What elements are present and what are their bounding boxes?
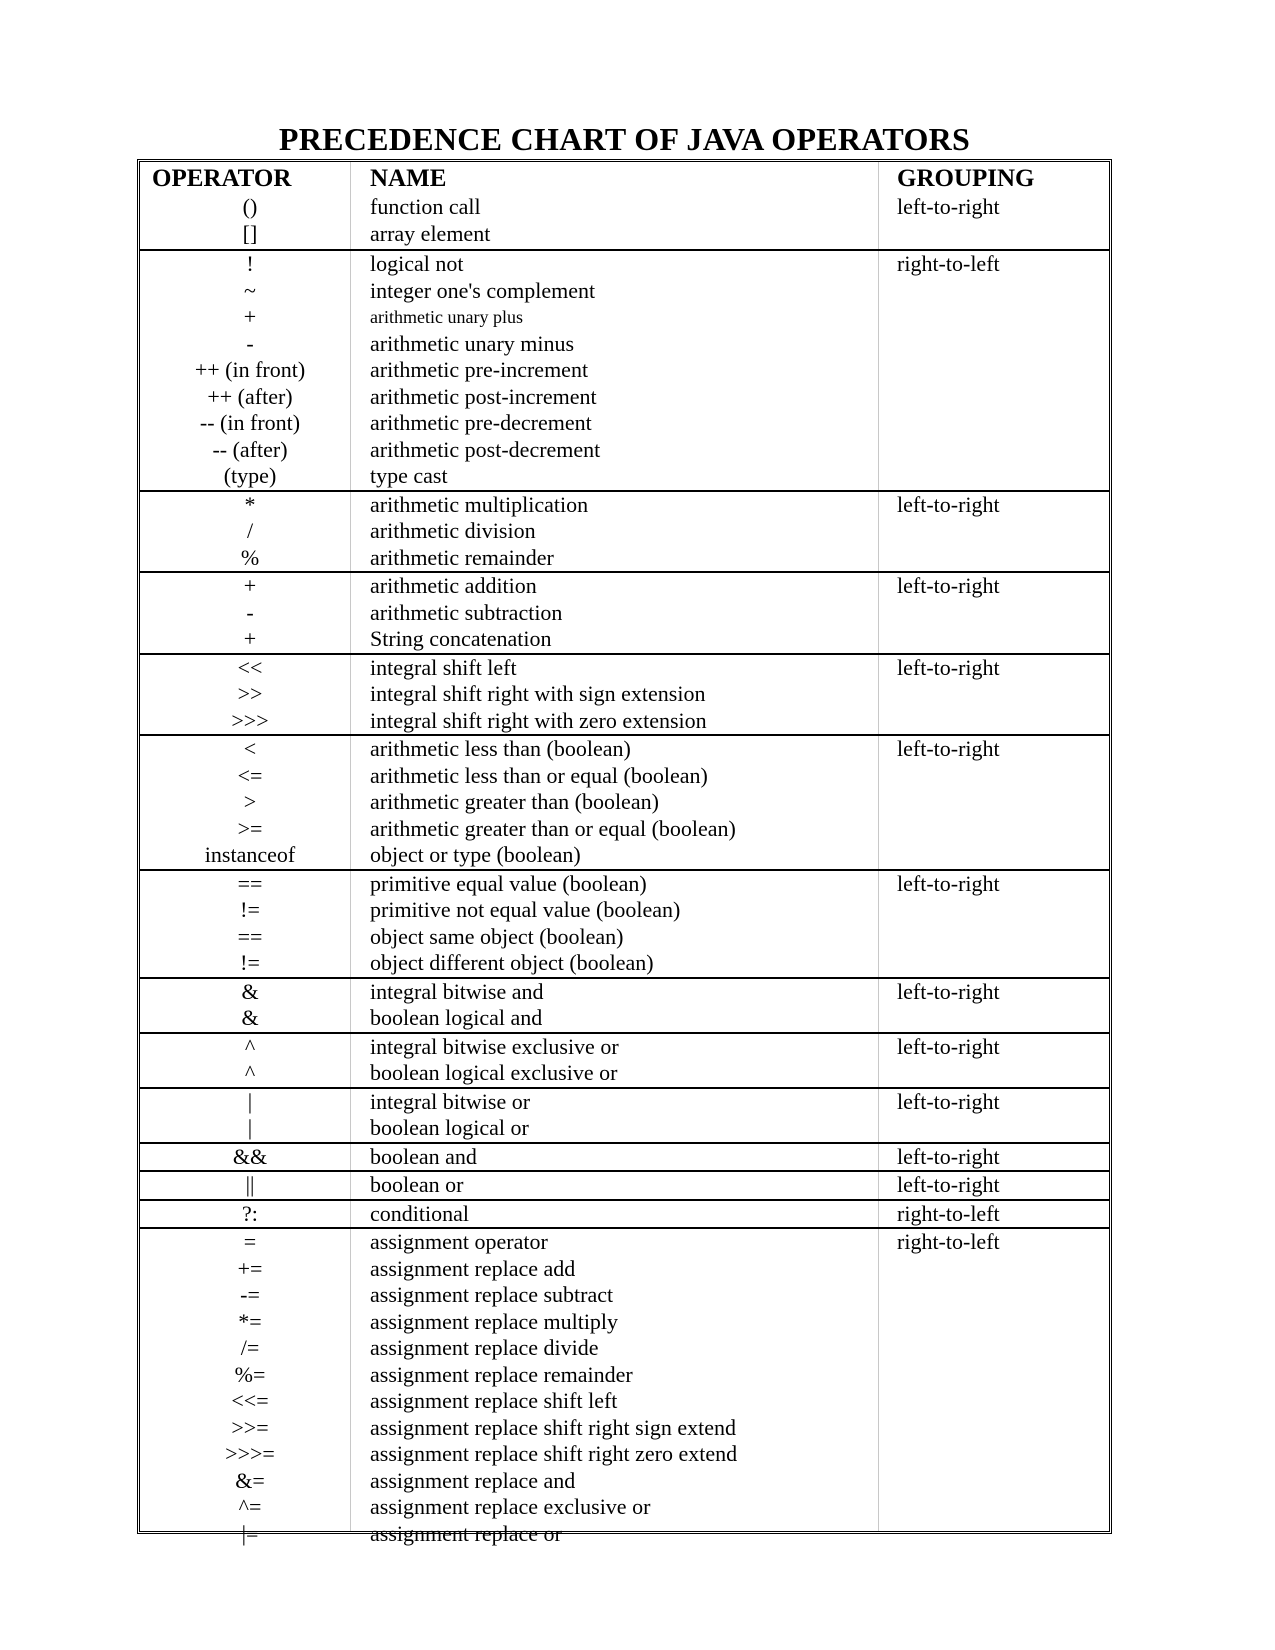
operator-cell: + <box>243 304 257 329</box>
grouping-cell: left-to-right <box>897 736 1000 761</box>
table-row <box>140 1144 1109 1171</box>
operator-cell: % <box>240 544 260 570</box>
name-cell: assignment replace or <box>370 1520 562 1546</box>
operator-group <box>140 1199 1109 1228</box>
operator-cell: ^ <box>244 1060 256 1085</box>
table-row <box>140 1362 1109 1389</box>
operator-cell: -- (after) <box>212 436 288 462</box>
grouping-cell: right-to-left <box>897 1200 1000 1226</box>
operator-cell: & <box>241 1005 259 1030</box>
grouping-cell: left-to-right <box>897 194 1000 219</box>
operator-cell: += <box>237 1255 263 1281</box>
table-row <box>140 950 1109 977</box>
operator-cell: < <box>243 736 257 761</box>
name-cell: assignment replace add <box>370 1255 576 1281</box>
name-cell: integer one's complement <box>370 277 596 303</box>
operator-cell: ^= <box>238 1494 262 1519</box>
operator-cell: -- (in front) <box>199 410 301 435</box>
operator-cell: >= <box>237 815 263 841</box>
name-cell: logical not <box>370 251 464 276</box>
name-cell: String concatenation <box>370 626 552 651</box>
header-operator: OPERATOR <box>152 165 292 192</box>
grouping-cell: left-to-right <box>897 573 1000 598</box>
operator-cell: instanceof <box>204 842 296 867</box>
operator-group <box>140 1032 1109 1087</box>
table-row <box>140 897 1109 924</box>
precedence-table <box>137 159 1112 1546</box>
operator-group <box>140 571 1109 653</box>
operator-group <box>140 194 1109 247</box>
operator-cell: <<= <box>231 1388 269 1413</box>
table-row <box>140 331 1109 358</box>
name-cell: arithmetic pre-decrement <box>370 410 592 435</box>
name-cell: assignment replace shift left <box>370 1388 618 1413</box>
table-row <box>140 1282 1109 1309</box>
operator-cell: >>= <box>231 1414 269 1440</box>
table-row <box>140 1034 1109 1061</box>
table-row <box>140 708 1109 735</box>
name-cell: arithmetic division <box>370 518 536 543</box>
operator-cell: / <box>246 518 254 543</box>
table-row <box>140 1521 1109 1548</box>
table-row <box>140 655 1109 682</box>
page-title: PRECEDENCE CHART OF JAVA OPERATORS <box>278 121 971 157</box>
grouping-cell: left-to-right <box>897 1088 1000 1114</box>
name-cell: assignment operator <box>370 1229 548 1254</box>
grouping-cell: right-to-left <box>897 251 1000 276</box>
name-cell: assignment replace shift right zero extend <box>370 1441 738 1466</box>
table-row <box>140 816 1109 843</box>
table-row <box>140 518 1109 545</box>
operator-cell: -= <box>240 1282 260 1307</box>
name-cell: boolean logical exclusive or <box>370 1060 618 1085</box>
table-row <box>140 789 1109 816</box>
operator-cell: <= <box>237 762 263 788</box>
name-cell: boolean logical and <box>370 1005 543 1030</box>
name-cell: arithmetic less than or equal (boolean) <box>370 762 708 788</box>
name-cell: arithmetic remainder <box>370 544 554 570</box>
operator-cell: &= <box>235 1467 265 1493</box>
name-cell: object different object (boolean) <box>370 950 654 975</box>
operator-cell: - <box>246 599 254 625</box>
operator-cell: - <box>246 330 254 356</box>
table-row <box>140 573 1109 600</box>
name-cell: integral shift left <box>370 654 517 680</box>
name-cell: integral bitwise exclusive or <box>370 1033 619 1059</box>
name-cell: arithmetic addition <box>370 573 537 598</box>
operator-cell: | <box>247 1088 253 1114</box>
name-cell: arithmetic unary minus <box>370 330 575 356</box>
table-row <box>140 251 1109 278</box>
name-cell: assignment replace divide <box>370 1335 599 1360</box>
table-header <box>140 162 1109 194</box>
table-row <box>140 626 1109 653</box>
operator-cell: > <box>243 789 257 814</box>
name-cell: integral shift right with zero extension <box>370 707 707 733</box>
name-cell: assignment replace exclusive or <box>370 1494 651 1519</box>
name-cell: assignment replace remainder <box>370 1361 633 1387</box>
grouping-cell: left-to-right <box>897 1172 1000 1197</box>
operator-cell: %= <box>234 1361 266 1387</box>
table-row <box>140 1388 1109 1415</box>
operator-cell: && <box>232 1143 268 1169</box>
table-row <box>140 304 1109 331</box>
operator-cell: = <box>243 1229 257 1254</box>
operator-cell: || <box>245 1172 255 1197</box>
name-cell: integral bitwise and <box>370 978 544 1004</box>
name-cell: arithmetic subtraction <box>370 599 563 625</box>
grouping-cell: right-to-left <box>897 1229 1000 1254</box>
operator-cell: >>> <box>231 707 269 733</box>
name-cell: arithmetic greater than (boolean) <box>370 789 659 814</box>
header-name: NAME <box>370 165 447 192</box>
operator-group <box>140 653 1109 735</box>
name-cell: boolean logical or <box>370 1115 529 1140</box>
operator-group <box>140 869 1109 977</box>
operator-cell: ! <box>246 251 254 276</box>
grouping-cell: left-to-right <box>897 1143 1000 1169</box>
grouping-cell: left-to-right <box>897 978 1000 1004</box>
table-row <box>140 1441 1109 1468</box>
table-row <box>140 463 1109 490</box>
table-row <box>140 1256 1109 1283</box>
operator-cell: ~ <box>244 277 256 303</box>
operator-cell: () <box>242 194 258 219</box>
operator-cell: >> <box>237 681 263 706</box>
name-cell: assignment replace and <box>370 1467 576 1493</box>
name-cell: arithmetic pre-increment <box>370 357 589 382</box>
operator-group <box>140 977 1109 1032</box>
table-row <box>140 1005 1109 1032</box>
operator-group <box>140 249 1109 490</box>
grouping-cell: left-to-right <box>897 654 1000 680</box>
table-row <box>140 492 1109 519</box>
operator-group <box>140 490 1109 572</box>
operator-cell: /= <box>240 1335 260 1360</box>
table-row <box>140 1309 1109 1336</box>
table-row <box>140 357 1109 384</box>
operator-group <box>140 1227 1109 1547</box>
operator-cell: & <box>241 978 259 1004</box>
name-cell: arithmetic unary plus <box>370 307 523 327</box>
operator-cell: ++ (in front) <box>194 357 306 382</box>
name-cell: assignment replace shift right sign extend <box>370 1414 736 1440</box>
name-cell: conditional <box>370 1200 469 1226</box>
name-cell: arithmetic less than (boolean) <box>370 736 631 761</box>
header-grouping: GROUPING <box>897 165 1035 192</box>
operator-group <box>140 1142 1109 1171</box>
operator-cell: != <box>240 897 260 922</box>
name-cell: type cast <box>370 463 448 488</box>
operator-group <box>140 1087 1109 1142</box>
table-row <box>140 763 1109 790</box>
table-row <box>140 1468 1109 1495</box>
name-cell: boolean or <box>370 1172 464 1197</box>
table-row <box>140 736 1109 763</box>
operator-cell: >>>= <box>225 1441 275 1466</box>
operator-cell: * <box>244 491 256 517</box>
grouping-cell: left-to-right <box>897 1033 1000 1059</box>
table-row <box>140 1172 1109 1199</box>
grouping-cell: left-to-right <box>897 491 1000 517</box>
table-row <box>140 437 1109 464</box>
operator-cell: ++ (after) <box>207 383 293 409</box>
operator-group <box>140 734 1109 869</box>
table-row <box>140 221 1109 248</box>
name-cell: array element <box>370 220 491 246</box>
operator-cell: == <box>237 923 263 949</box>
operator-cell: == <box>237 870 263 896</box>
name-cell: assignment replace subtract <box>370 1282 614 1307</box>
table-row <box>140 384 1109 411</box>
name-cell: object or type (boolean) <box>370 842 581 867</box>
name-cell: primitive equal value (boolean) <box>370 870 647 896</box>
table-row <box>140 1089 1109 1116</box>
name-cell: arithmetic post-increment <box>370 383 597 409</box>
table-row <box>140 1201 1109 1228</box>
table-row <box>140 278 1109 305</box>
operator-cell: | <box>247 1115 253 1140</box>
operator-group <box>140 1170 1109 1199</box>
operator-cell: << <box>237 654 263 680</box>
operator-cell: + <box>243 573 257 598</box>
table-row <box>140 1415 1109 1442</box>
table-row <box>140 681 1109 708</box>
name-cell: arithmetic greater than or equal (boolean) <box>370 815 736 841</box>
name-cell: assignment replace multiply <box>370 1308 619 1334</box>
table-row <box>140 1229 1109 1256</box>
table-row <box>140 871 1109 898</box>
operator-cell: [] <box>242 220 258 246</box>
name-cell: function call <box>370 194 481 219</box>
operator-cell: (type) <box>223 463 277 488</box>
operator-cell: ^ <box>244 1033 256 1059</box>
name-cell: arithmetic post-decrement <box>370 436 601 462</box>
table-row <box>140 194 1109 221</box>
name-cell: boolean and <box>370 1143 477 1169</box>
table-row <box>140 842 1109 869</box>
operator-cell: ?: <box>242 1200 258 1226</box>
table-row <box>140 410 1109 437</box>
table-row <box>140 600 1109 627</box>
operator-cell: *= <box>238 1308 262 1334</box>
table-row <box>140 1060 1109 1087</box>
operator-cell: |= <box>241 1520 259 1546</box>
table-row <box>140 979 1109 1006</box>
table-row <box>140 1335 1109 1362</box>
name-cell: arithmetic multiplication <box>370 491 589 517</box>
operator-cell: != <box>240 950 260 975</box>
grouping-cell: left-to-right <box>897 870 1000 896</box>
table-row <box>140 1494 1109 1521</box>
name-cell: integral bitwise or <box>370 1088 531 1114</box>
name-cell: primitive not equal value (boolean) <box>370 897 681 922</box>
table-row <box>140 1115 1109 1142</box>
operator-cell: + <box>243 626 257 651</box>
name-cell: object same object (boolean) <box>370 923 624 949</box>
name-cell: integral shift right with sign extension <box>370 681 706 706</box>
table-row <box>140 924 1109 951</box>
table-row <box>140 545 1109 572</box>
